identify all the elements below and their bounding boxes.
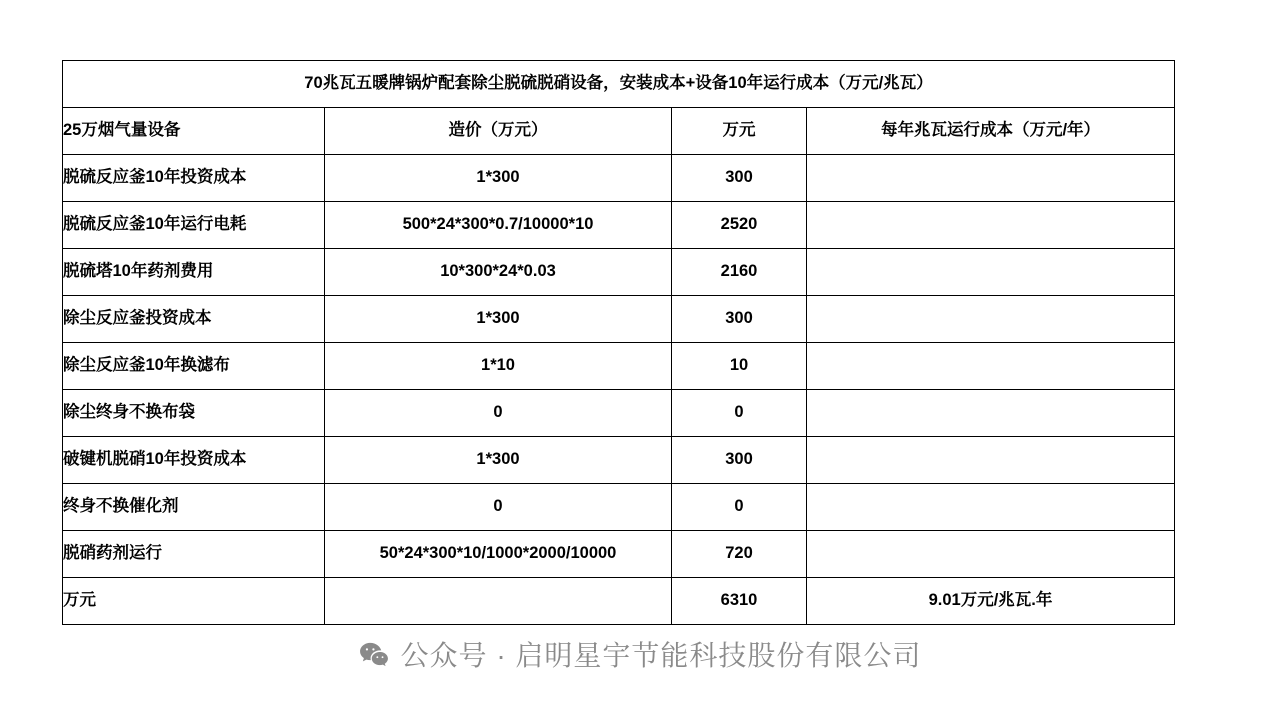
table-row xyxy=(63,437,1175,484)
table-row xyxy=(63,484,1175,531)
row-formula: 0 xyxy=(325,390,672,437)
table-title-row xyxy=(63,61,1175,108)
row-annual: 9.01万元/兆瓦.年 xyxy=(807,578,1175,625)
row-item: 除尘反应釜投资成本 xyxy=(63,296,325,343)
row-item: 脱硫塔10年药剂费用 xyxy=(63,249,325,296)
column-header-item: 25万烟气量设备 xyxy=(63,108,325,155)
table-row xyxy=(63,202,1175,249)
row-formula: 1*10 xyxy=(325,343,672,390)
row-formula: 1*300 xyxy=(325,437,672,484)
row-amount: 10 xyxy=(672,343,807,390)
row-amount: 0 xyxy=(672,484,807,531)
row-formula: 10*300*24*0.03 xyxy=(325,249,672,296)
column-header-annual: 每年兆瓦运行成本（万元/年） xyxy=(807,108,1175,155)
row-annual xyxy=(807,155,1175,202)
table-row xyxy=(63,343,1175,390)
column-header-amount: 万元 xyxy=(672,108,807,155)
row-amount: 300 xyxy=(672,155,807,202)
row-item: 除尘终身不换布袋 xyxy=(63,390,325,437)
row-formula: 50*24*300*10/1000*2000/10000 xyxy=(325,531,672,578)
row-amount: 300 xyxy=(672,437,807,484)
row-annual xyxy=(807,531,1175,578)
row-formula: 0 xyxy=(325,484,672,531)
wechat-icon xyxy=(359,641,389,667)
row-annual xyxy=(807,249,1175,296)
row-item: 破键机脱硝10年投资成本 xyxy=(63,437,325,484)
row-annual xyxy=(807,390,1175,437)
row-item: 脱硫反应釜10年投资成本 xyxy=(63,155,325,202)
row-annual xyxy=(807,296,1175,343)
table-row xyxy=(63,155,1175,202)
row-formula: 1*300 xyxy=(325,296,672,343)
row-amount: 300 xyxy=(672,296,807,343)
row-amount: 6310 xyxy=(672,578,807,625)
footer-text: 公众号 · 启明星宇节能科技股份有限公司 xyxy=(400,640,922,671)
table-row xyxy=(63,531,1175,578)
row-item: 脱硝药剂运行 xyxy=(63,531,325,578)
row-item: 万元 xyxy=(63,578,325,625)
table-row xyxy=(63,296,1175,343)
row-annual xyxy=(807,202,1175,249)
table-total-row xyxy=(63,578,1175,625)
row-annual xyxy=(807,437,1175,484)
table-header-row xyxy=(63,108,1175,155)
cost-table xyxy=(62,60,1175,625)
row-amount: 0 xyxy=(672,390,807,437)
row-formula xyxy=(325,578,672,625)
row-item: 终身不换催化剂 xyxy=(63,484,325,531)
row-amount: 720 xyxy=(672,531,807,578)
footer-watermark xyxy=(0,634,1280,674)
row-amount: 2160 xyxy=(672,249,807,296)
table-row xyxy=(63,390,1175,437)
table-row xyxy=(63,249,1175,296)
table-title: 70兆瓦五暖牌锅炉配套除尘脱硫脱硝设备，安装成本+设备10年运行成本（万元/兆瓦） xyxy=(63,61,1175,108)
row-annual xyxy=(807,484,1175,531)
row-item: 脱硫反应釜10年运行电耗 xyxy=(63,202,325,249)
column-header-formula: 造价（万元） xyxy=(325,108,672,155)
cost-table-container xyxy=(62,60,1174,625)
row-item: 除尘反应釜10年换滤布 xyxy=(63,343,325,390)
row-formula: 1*300 xyxy=(325,155,672,202)
row-annual xyxy=(807,343,1175,390)
row-amount: 2520 xyxy=(672,202,807,249)
row-formula: 500*24*300*0.7/10000*10 xyxy=(325,202,672,249)
